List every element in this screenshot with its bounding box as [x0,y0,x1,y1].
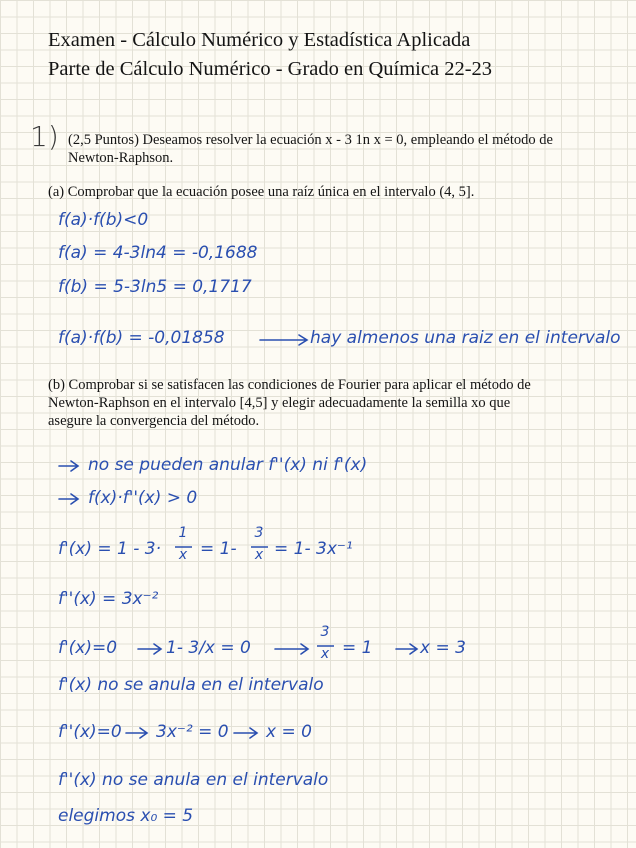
part-a-statement: (a) Comprobar que la ecuación posee una raíz única en el intervalo (4, 5]. [48,184,475,200]
hw-b-line9: elegimos x₀ = 5 [58,806,194,826]
hw-b-line5-frac-den: x [320,646,330,662]
hw-b-line1: no se pueden anular f''(x) ni f'(x) [88,455,368,475]
hw-a-line2: f(a) = 4-3ln4 = -0,1688 [58,243,258,263]
hw-b-line4: f''(x) = 3x⁻² [58,589,159,609]
hw-b-line3-lhs: f'(x) = 1 - 3· [58,539,162,559]
hw-a-line4-conclusion: hay almenos una raiz en el intervalo [310,328,621,348]
hw-b-line7-b: 3x⁻² = 0 [156,722,229,742]
arrow-right-icon [258,332,318,352]
hw-a-line4: f(a)·f(b) = -0,01858 [58,328,225,348]
part-b-statement-line1: (b) Comprobar si se satisfacen las condiciones de Fourier para aplicar el método de [48,377,531,393]
hw-a-line3: f(b) = 5-3ln5 = 0,1717 [58,277,252,297]
part-b-statement-line3: asegure la convergencia del método. [48,413,260,429]
hw-b-line5-b: 1- 3/x = 0 [166,638,251,658]
hw-b-line7-a: f''(x)=0 [58,722,122,742]
hw-b-line3-rhs: = 1- 3x⁻¹ [274,539,353,559]
exam-title: Examen - Cálculo Numérico y Estadística Aplicada [48,29,471,51]
question-number: 1) [30,120,59,153]
hw-b-line5-c: = 1 [342,638,373,658]
part-b-statement-line2: Newton-Raphson en el intervalo [4,5] y elegir adecuadamente la semilla xo que [48,395,511,411]
question-statement-line1: (2,5 Puntos) Deseamos resolver la ecuación x - 3 1n x = 0, empleando el método de [68,132,553,148]
hw-b-line8: f''(x) no se anula en el intervalo [58,770,329,790]
question-statement-line2: Newton-Raphson. [68,150,174,166]
hw-b-line7-c: x = 0 [266,722,312,742]
hw-b-line3-frac1-den: x [178,547,188,563]
hw-b-line6: f'(x) no se anula en el intervalo [58,675,324,695]
arrow-right-icon [57,491,87,507]
hw-b-line3-mid: = 1- [200,539,237,559]
hw-b-line3-frac2-num: 3 [254,525,264,541]
hw-b-line5-frac-num: 3 [320,624,330,640]
hw-b-line2: f(x)·f''(x) > 0 [88,488,198,508]
hw-b-line5-a: f'(x)=0 [58,638,118,658]
arrow-right-icon [57,458,87,474]
hw-a-line1: f(a)·f(b)<0 [58,210,149,230]
hw-b-line3-frac1-num: 1 [178,525,188,541]
hw-b-line3-frac2-den: x [254,547,264,563]
exam-subtitle: Parte de Cálculo Numérico - Grado en Química 22-23 [48,58,493,80]
hw-b-line5-d: x = 3 [420,638,466,658]
